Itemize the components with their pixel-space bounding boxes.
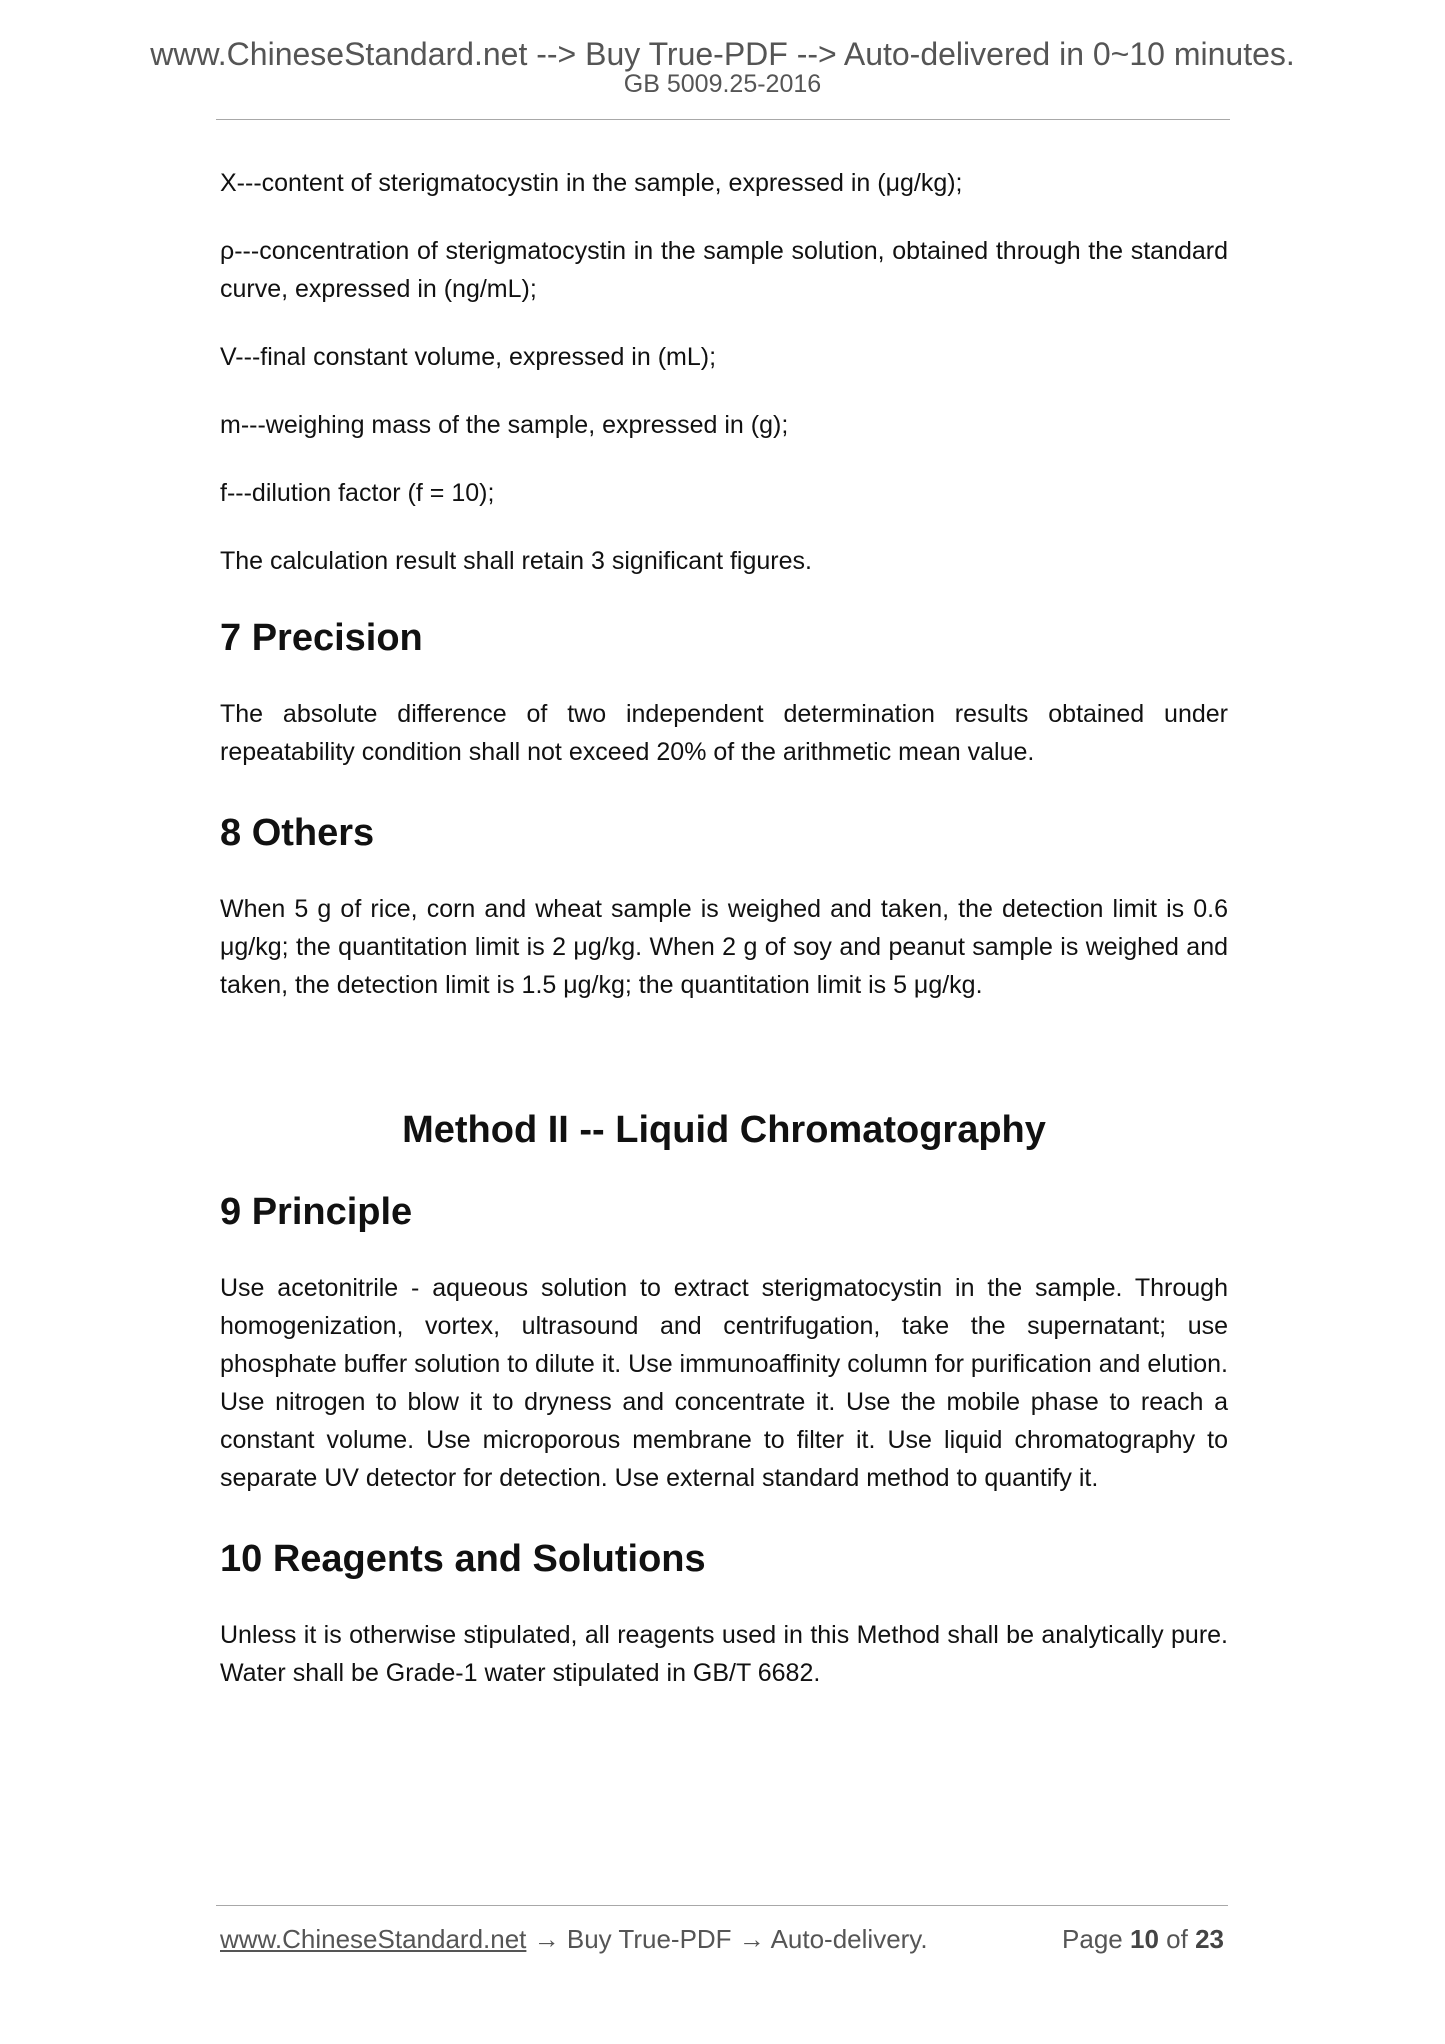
calculation-note: The calculation result shall retain 3 significant figures. <box>220 547 812 575</box>
definition-rho: ρ---concentration of sterigmatocystin in the sample solution, obtained through the standard curve, expressed in (ng/mL); <box>220 237 1228 303</box>
current-page-number: 10 <box>1130 1924 1159 1954</box>
header-divider <box>216 119 1230 120</box>
definition-v: V---final constant volume, expressed in (mL); <box>220 343 717 371</box>
section-heading-reagents: 10 Reagents and Solutions <box>220 1538 706 1580</box>
section-heading-principle: 9 Principle <box>220 1191 413 1233</box>
of-label: of <box>1166 1924 1188 1954</box>
page-label: Page <box>1062 1924 1123 1954</box>
section-heading-precision: 7 Precision <box>220 617 423 659</box>
method-title: Method II -- Liquid Chromatography <box>402 1109 1046 1151</box>
section-text-precision: The absolute difference of two independent determination results obtained under repeatability condition shall not exceed 20% of the arithmetic mean value. <box>220 700 1228 766</box>
definition-m: m---weighing mass of the sample, expressed in (g); <box>220 411 789 439</box>
section-text-others: When 5 g of rice, corn and wheat sample is weighed and taken, the detection limit is 0.6 μg/kg; the quantitation limit is 2 μg/kg. When 2 g of soy and peanut sample is weighed and taken, the detection limit is 1.5 μg/kg; the quantitation limit is 5 μg/kg. <box>220 895 1228 999</box>
site-banner[interactable]: www.ChineseStandard.net --> Buy True-PDF --> Auto-delivered in 0~10 minutes. <box>150 36 1295 72</box>
definition-x: X---content of sterigmatocystin in the sample, expressed in (μg/kg); <box>220 169 963 197</box>
footer-promo <box>220 1926 928 1952</box>
total-pages: 23 <box>1195 1924 1224 1954</box>
section-text-reagents: Unless it is otherwise stipulated, all reagents used in this Method shall be analytically pure. Water shall be Grade-1 water stipulated in GB/T 6682. <box>220 1621 1228 1687</box>
section-text-principle: Use acetonitrile - aqueous solution to extract sterigmatocystin in the sample. Through homogenization, vortex, ultrasound and centrifugation, take the supernatant; use phosphate buffer solution to dilute it. Use immunoaffinity column for purification and elution. Use nitrogen to blow it to dryness and concentrate it. Use the mobile phase to reach a constant volume. Use microporous membrane to filter it. Use liquid chromatography to separate UV detector for detection. Use external standard method to quantify it. <box>220 1274 1228 1492</box>
definition-f: f---dilution factor (f = 10); <box>220 479 495 507</box>
footer-tagline: → Buy True-PDF → Auto-delivery. <box>526 1924 928 1954</box>
page-body <box>220 164 1228 1722</box>
page-indicator <box>1062 1926 1224 1952</box>
standard-code: GB 5009.25-2016 <box>623 70 822 98</box>
footer-divider <box>216 1905 1228 1906</box>
section-heading-others: 8 Others <box>220 812 375 854</box>
footer-site-link[interactable]: www.ChineseStandard.net <box>220 1924 527 1954</box>
